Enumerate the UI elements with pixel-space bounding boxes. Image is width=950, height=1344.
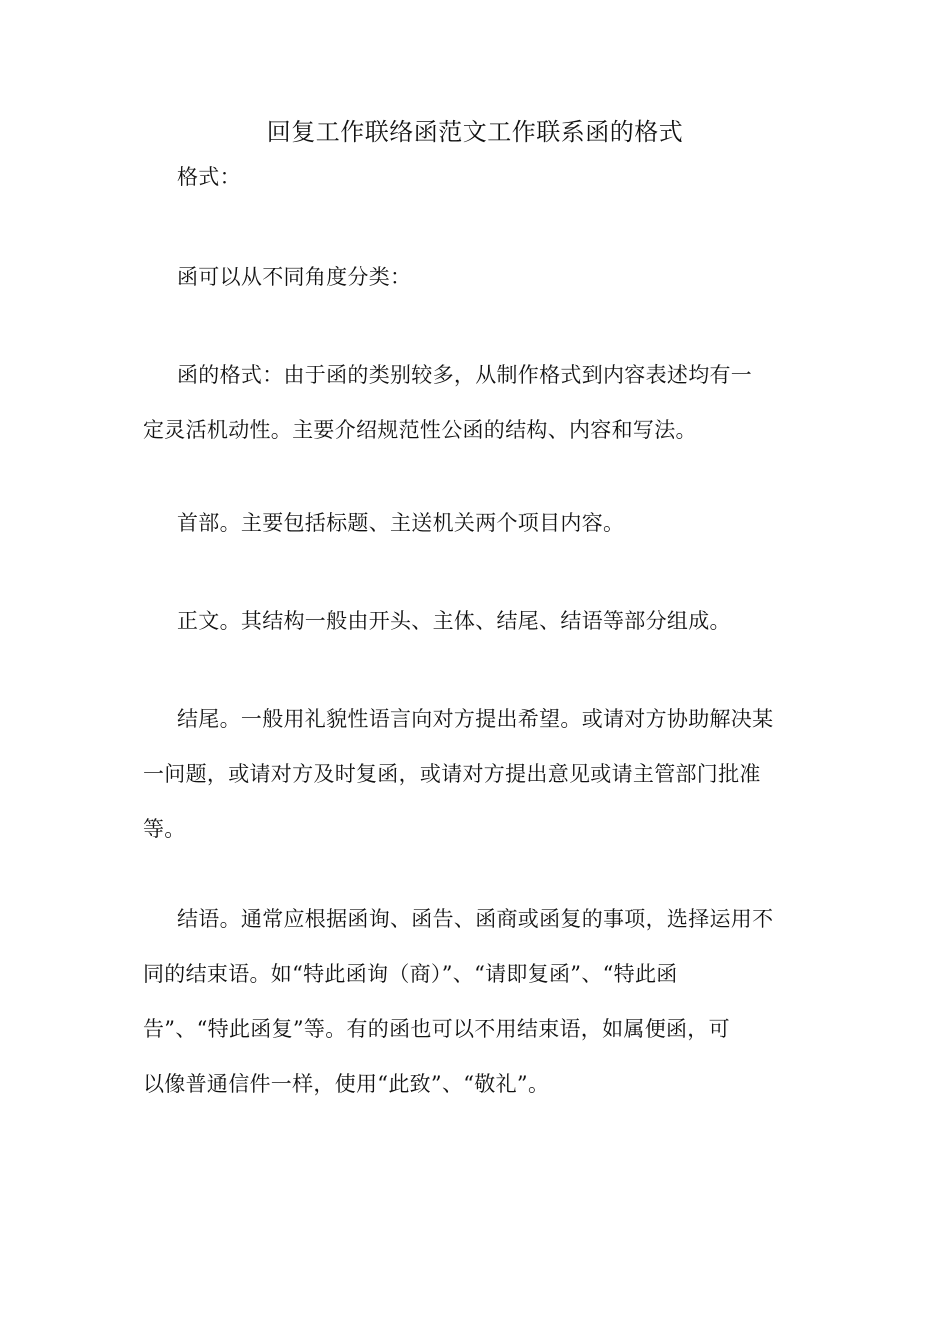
paragraph-line: 等。 xyxy=(143,817,186,841)
paragraph-line: 一问题，或请对方及时复函，或请对方提出意见或请主管部门批准 xyxy=(143,762,761,786)
paragraph-line: 以像普通信件一样，使用“此致”、“敬礼”。 xyxy=(143,1072,550,1096)
paragraph-classification xyxy=(143,250,808,305)
paragraph-format-label xyxy=(143,150,808,205)
paragraph-line: 告”、“特此函复”等。有的函也可以不用结束语，如属便函，可 xyxy=(143,1017,730,1041)
paragraph-line: 首部。主要包括标题、主送机关两个项目内容。 xyxy=(177,511,625,535)
paragraph-line: 正文。其结构一般由开头、主体、结尾、结语等部分组成。 xyxy=(177,609,731,633)
paragraph-line: 定灵活机动性。主要介绍规范性公函的结构、内容和写法。 xyxy=(143,418,697,442)
paragraph-line: 函可以从不同角度分类： xyxy=(177,265,412,289)
paragraph-body-section xyxy=(143,594,808,649)
paragraph-closing-section xyxy=(143,892,808,1112)
paragraph-line: 同的结束语。如“特此函询（商）”、“请即复函”、“特此函 xyxy=(143,962,678,986)
paragraph-line: 结尾。一般用礼貌性语言向对方提出希望。或请对方协助解决某 xyxy=(177,707,774,731)
document-title: 回复工作联络函范文工作联系函的格式 xyxy=(266,118,684,146)
paragraph-line: 函的格式：由于函的类别较多，从制作格式到内容表述均有一 xyxy=(177,363,753,387)
paragraph-header-section xyxy=(143,496,808,551)
paragraph-ending-section xyxy=(143,692,808,857)
paragraph-line: 格式： xyxy=(177,165,241,189)
paragraph-letter-format xyxy=(143,348,808,458)
paragraph-line: 结语。通常应根据函询、函告、函商或函复的事项，选择运用不 xyxy=(177,907,774,931)
